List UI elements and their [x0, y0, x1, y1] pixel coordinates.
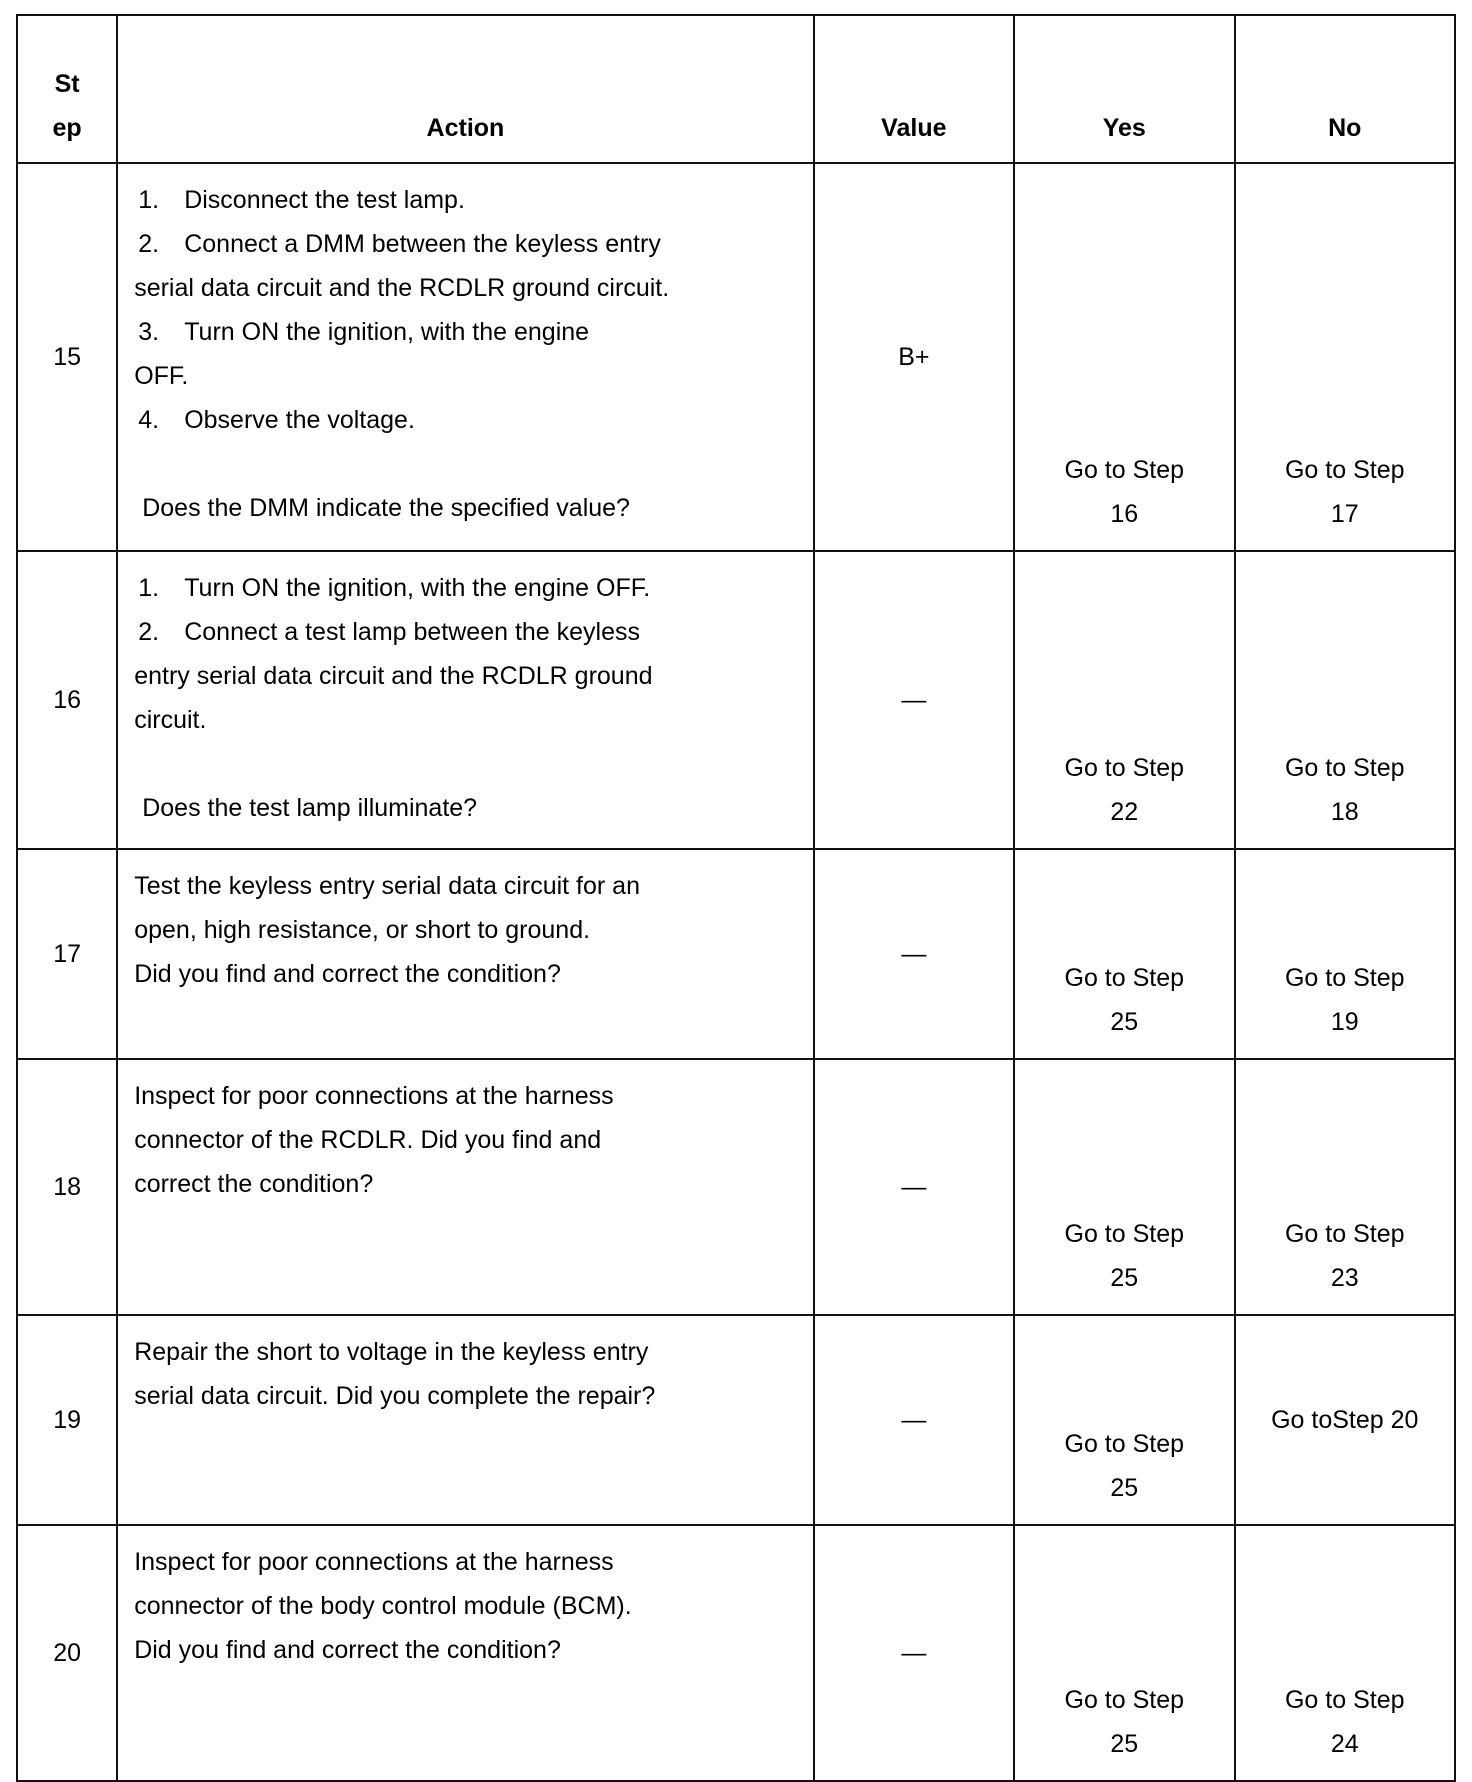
header-value [814, 15, 1014, 163]
action-text: Observe the voltage. [184, 406, 415, 434]
header-no [1235, 15, 1456, 163]
yes-goto-step: 25 [1110, 1474, 1139, 1502]
header-row [17, 15, 1455, 163]
action-text: Turn ON the ignition, with the engine [184, 318, 590, 346]
action-text: connector of the body control module (BCM). [134, 1592, 632, 1620]
action-cell [117, 163, 813, 551]
no-goto-label: Go to Step [1284, 754, 1405, 782]
action-num: 3. [138, 318, 160, 346]
action-text-cont: OFF. [134, 362, 189, 390]
table-row [17, 1525, 1455, 1781]
action-text: Repair the short to voltage in the keyless entry [134, 1338, 649, 1366]
action-text: Inspect for poor connections at the harness [134, 1082, 614, 1110]
action-text: Did you find and correct the condition? [134, 1636, 561, 1664]
action-text: connector of the RCDLR. Did you find and [134, 1126, 602, 1154]
value-cell: — [814, 1525, 1014, 1781]
step-number: 17 [17, 849, 117, 1059]
diagnostic-table [16, 14, 1456, 1782]
action-cell [117, 849, 813, 1059]
no-cell [1235, 1315, 1456, 1525]
header-action-label: Action [426, 114, 505, 142]
header-step-line1: St [54, 70, 80, 98]
action-text: Connect a DMM between the keyless entry [184, 230, 661, 258]
step-number: 19 [17, 1315, 117, 1525]
header-yes [1014, 15, 1234, 163]
table-row [17, 551, 1455, 849]
action-text: Disconnect the test lamp. [184, 186, 465, 214]
table-row [17, 1059, 1455, 1315]
header-yes-label: Yes [1102, 114, 1146, 142]
yes-cell [1014, 551, 1234, 849]
action-cell [117, 1525, 813, 1781]
action-text: correct the condition? [134, 1170, 374, 1198]
action-text: open, high resistance, or short to ground. [134, 916, 591, 944]
action-text: Inspect for poor connections at the harness [134, 1548, 614, 1576]
no-goto-step: 17 [1330, 500, 1359, 528]
no-goto-label: Go to Step [1284, 1220, 1405, 1248]
action-text-cont: circuit. [134, 706, 207, 734]
yes-goto-step: 25 [1110, 1008, 1139, 1036]
yes-cell [1014, 1315, 1234, 1525]
step-number: 16 [17, 551, 117, 849]
step-number: 20 [17, 1525, 117, 1781]
yes-cell [1014, 1059, 1234, 1315]
step-number: 15 [17, 163, 117, 551]
yes-goto-label: Go to Step [1064, 456, 1185, 484]
yes-cell [1014, 849, 1234, 1059]
yes-goto-label: Go to Step [1064, 754, 1185, 782]
action-text-cont: serial data circuit and the RCDLR ground circuit. [134, 274, 670, 302]
header-step [17, 15, 117, 163]
table-row [17, 1315, 1455, 1525]
action-text: serial data circuit. Did you complete the repair? [134, 1382, 656, 1410]
action-num: 1. [138, 186, 160, 214]
yes-goto-step: 25 [1110, 1730, 1139, 1758]
action-text: Turn ON the ignition, with the engine OFF. [184, 574, 651, 602]
yes-cell [1014, 1525, 1234, 1781]
action-cell [117, 1315, 813, 1525]
yes-goto-label: Go to Step [1064, 1430, 1185, 1458]
no-cell [1235, 163, 1456, 551]
action-num: 1. [138, 574, 160, 602]
action-num: 2. [138, 230, 160, 258]
no-cell [1235, 849, 1456, 1059]
value-cell: — [814, 1059, 1014, 1315]
action-cell [117, 1059, 813, 1315]
action-question: Does the DMM indicate the specified value? [142, 494, 630, 522]
value-cell: — [814, 551, 1014, 849]
value-cell: — [814, 849, 1014, 1059]
yes-goto-step: 22 [1110, 798, 1139, 826]
action-text: Test the keyless entry serial data circuit for an [134, 872, 640, 900]
action-text-cont: entry serial data circuit and the RCDLR ground [134, 662, 653, 690]
no-cell [1235, 551, 1456, 849]
action-num: 2. [138, 618, 160, 646]
no-goto-step: 18 [1330, 798, 1359, 826]
header-step-line2: ep [52, 114, 82, 142]
yes-cell [1014, 163, 1234, 551]
yes-goto-step: 25 [1110, 1264, 1139, 1292]
no-goto-step: 24 [1330, 1730, 1359, 1758]
yes-goto-step: 16 [1110, 500, 1139, 528]
value-cell: B+ [814, 163, 1014, 551]
action-cell [117, 551, 813, 849]
table-row [17, 163, 1455, 551]
yes-goto-label: Go to Step [1064, 964, 1185, 992]
header-action [117, 15, 813, 163]
table-row [17, 849, 1455, 1059]
no-goto-label: Go to Step [1284, 964, 1405, 992]
no-cell [1235, 1525, 1456, 1781]
action-num: 4. [138, 406, 160, 434]
yes-goto-label: Go to Step [1064, 1686, 1185, 1714]
no-goto-label: Go to Step [1284, 1686, 1405, 1714]
action-text: Connect a test lamp between the keyless [184, 618, 641, 646]
no-cell [1235, 1059, 1456, 1315]
action-text: Did you find and correct the condition? [134, 960, 561, 988]
no-goto-step: 23 [1330, 1264, 1359, 1292]
no-goto-step: 19 [1330, 1008, 1359, 1036]
value-cell: — [814, 1315, 1014, 1525]
header-value-label: Value [881, 114, 947, 142]
action-question: Does the test lamp illuminate? [142, 794, 478, 822]
no-goto-label: Go toStep 20 [1271, 1406, 1419, 1434]
step-number: 18 [17, 1059, 117, 1315]
header-no-label: No [1328, 114, 1362, 142]
no-goto-label: Go to Step [1284, 456, 1405, 484]
yes-goto-label: Go to Step [1064, 1220, 1185, 1248]
